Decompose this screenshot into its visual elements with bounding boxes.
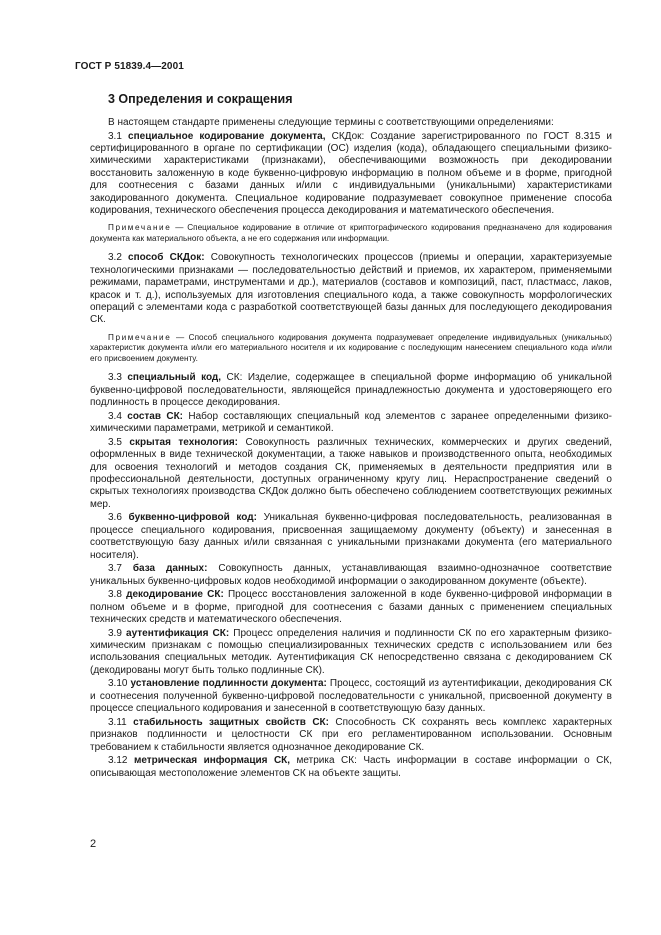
definition-3-5: 3.5 скрытая технология: Совокупность различных технических, коммерческих и других сведений, оформленных в виде технической документации, а также навыков и производственного опыта, необходимых для освоения технологий и методов создания СК, применяемых в деятельности предприятия или в профессиональной деятельности, доступных ограниченному кругу лиц. Нераспространение сведений о скрытых технологиях производства СКДок должно быть обеспечено соблюдением соответствующих режимных мер. bbox=[90, 436, 612, 510]
term: аутентификация СК: bbox=[126, 627, 230, 639]
term: специальный код, bbox=[127, 372, 222, 384]
term: способ СКДок: bbox=[128, 252, 205, 264]
standard-header: ГОСТ Р 51839.4—2001 bbox=[75, 61, 184, 72]
note-1: Примечание — Специальное кодирование в отличие от криптографического кодирования предназначено для кодирования документа как материального объекта, а не его содержания или информации. bbox=[90, 223, 612, 243]
section-title: 3 Определения и сокращения bbox=[108, 92, 293, 106]
definition-3-10: 3.10 установление подлинности документа: Процесс, состоящий из аутентификации, декодирования СК и соотнесения полученной буквенно-цифровой последовательности с уникальной, присвоенной документу в процессе специального кодирования и занесенной в соответствующую базу данных. bbox=[90, 678, 612, 715]
definition-3-11: 3.11 стабильность защитных свойств СК: Способность СК сохранять весь комплекс характерных признаков подлинности и целостности СК при его регламентированном использовании. Основным требованием к стабильности является однозначное декодирование СК. bbox=[90, 716, 612, 753]
definition-3-6: 3.6 буквенно-цифровой код: Уникальная буквенно-цифровая последовательность, реализованная в процессе специального кодирования, присвоенная защищаемому документу (объекту) и занесенная в соответствующую базу данных и/или связанная с уникальными признаками документа (его материального носителя). bbox=[90, 512, 612, 561]
term: декодирование СК: bbox=[126, 589, 224, 601]
definition-3-1: 3.1 специальное кодирование документа, СКДок: Создание зарегистрированного по ГОСТ 8.315 и сертифицированного в органе по сертификации (ОС) изделия (кода), обладающего специальными физико-химическими характеристиками (признаками), обеспечивающими возможность при декодировании восстановить заложенную в коде буквенно-цифровую информацию в полном объеме и в форме, пригодной для соотнесения с базами данных и/или с индивидуальными (уникальными) характеристиками закодированного документа. Специальное кодирование подразумевает совокупное применение способа кодирования, технического обеспечения процесса декодирования и математического обеспечения. bbox=[90, 130, 613, 217]
term: установление подлинности документа: bbox=[130, 678, 327, 690]
intro-paragraph: В настоящем стандарте применены следующие термины с соответствующими определениями: bbox=[108, 117, 554, 128]
document-body bbox=[90, 117, 612, 781]
term: состав СК: bbox=[127, 410, 184, 422]
term: буквенно-цифровой код: bbox=[128, 512, 257, 524]
term: скрытая технология: bbox=[129, 436, 239, 448]
page-number: 2 bbox=[90, 838, 97, 850]
definition-3-7: 3.7 база данных: Совокупность данных, устанавливающая взаимно-однозначное соответствие уникальных буквенно-цифровых кодов необходимой информации о закодированном документе (объекте). bbox=[90, 563, 612, 587]
definition-3-12: 3.12 метрическая информация СК, метрика СК: Часть информации в составе информации о СК, описывающая местоположение элементов СК на объекте защиты. bbox=[90, 755, 613, 779]
term: метрическая информация СК, bbox=[133, 755, 291, 767]
definition-3-3: 3.3 специальный код, СК: Изделие, содержащее в специальной форме информацию об уникальной буквенно-цифровой последовательности, являющейся принадлежностью документа и удостоверяющего его подлинность в процессе декодирования. bbox=[90, 372, 612, 409]
note-2: Примечание — Способ специального кодирования документа подразумевает определение индивидуальных (уникальных) характеристик документа и/или его материального носителя и их кодирование с последующим нанесением специального кода и/или его присвоением документу. bbox=[90, 332, 612, 363]
definition-3-2: 3.2 способ СКДок: Совокупность технологических процессов (приемы и операции, характеризуемые технологическими признаками — последовательностью действий и приемов, их характером, применяемыми режимами, параметрами, инструментами и др.), материалов (составов и композиций, паст, пластмасс, лаков, красок и т. д.), используемых для изготовления специального кода, а также совокупность морфологических операций с элементами кода с разработкой соответствующей базы данных для последующего декодирования СК. bbox=[90, 252, 613, 326]
definition-3-9: 3.9 аутентификация СК: Процесс определения наличия и подлинности СК по его характерным физико-химическим признакам с помощью специализированных технических средств с использованием или без использования специальных методик. Аутентификация СК непосредственно связана с декодированием СК (декодированы могут быть только подлинные СК). bbox=[90, 627, 612, 676]
term: база данных: bbox=[132, 563, 208, 575]
term: специальное кодирование документа, bbox=[128, 130, 326, 142]
definition-3-4: 3.4 состав СК: Набор составляющих специальный код элементов с заранее определенными физико-химическими параметрами, метрикой и семантикой. bbox=[90, 410, 613, 435]
definition-3-8: 3.8 декодирование СК: Процесс восстановления заложенной в коде буквенно-цифровой информации в полном объеме и в форме, пригодной для соотнесения с базами данных с применением специальных технических средств и математического обеспечения. bbox=[90, 589, 612, 626]
term: стабильность защитных свойств СК: bbox=[133, 716, 329, 728]
